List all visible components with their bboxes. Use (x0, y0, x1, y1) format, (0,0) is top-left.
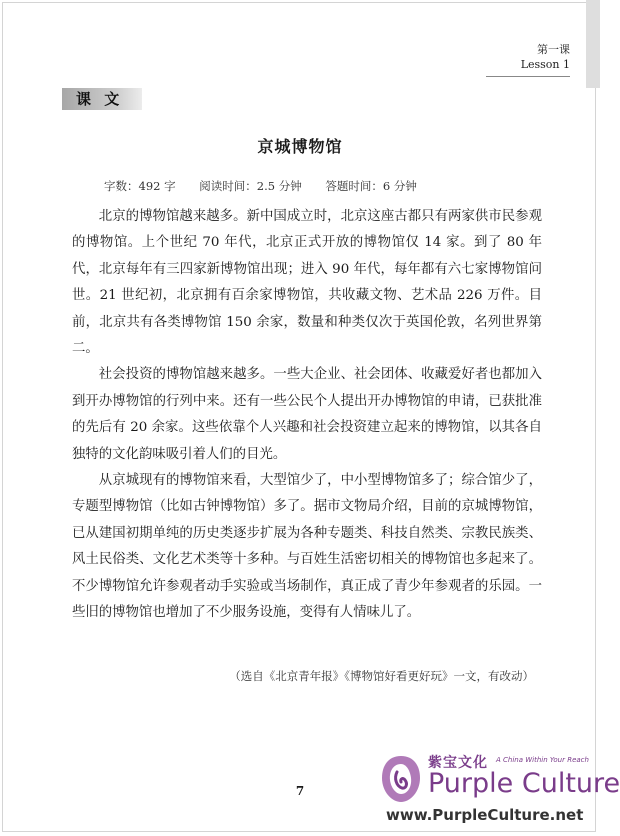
paragraph: 社会投资的博物馆越来越多。一些大企业、社会团体、收藏爱好者也都加入到开办博物馆的行列中来。还有一些公民个人提出开办博物馆的申请，已获批准的先后有 20 余家。这些依靠个人兴趣和社会投资建立起来的博物馆，以其各自独特的文化韵味吸引着人们的目光。 (72, 367, 542, 462)
word-count: 字数：492 字 (104, 179, 176, 193)
page-number: 7 (295, 784, 305, 798)
paragraph: 北京的博物馆越来越多。新中国成立时，北京这座古都只有两家供市民参观的博物馆。上个世纪 70 年代，北京正式开放的博物馆仅 14 家。到了 80 年代，北京每年有三四家新博物馆出现；进入 90 年代，每年都有六七家博物馆问世。21 世纪初，北京拥有百余家博物馆，共收藏文物、艺术品 226 万件。目前，北京共有各类博物馆 150 余家，数量和种类仅次于英国伦敦，名列世界第二。 (72, 209, 542, 357)
watermark-tagline: A China Within Your Reach (496, 756, 589, 764)
answer-time: 答题时间：6 分钟 (325, 179, 417, 193)
paragraph: 从京城现有的博物馆来看，大型馆少了，中小型博物馆多了；综合馆少了，专题型博物馆（比如古钟博物馆）多了。据市文物局介绍，目前的京城博物馆，已从建国初期单纯的历史类逐步扩展为各种专题类、科技自然类、宗教民族类、风土民俗类、文化艺术类等十多种。与百姓生活密切相关的博物馆也多起来了。不少博物馆允许参观者动手实验或当场制作，真正成了青少年参观者的乐园。一些旧的博物馆也增加了不少服务设施，变得有人情味儿了。 (72, 473, 542, 621)
article-source: （选自《北京青年报》《博物馆好看更好玩》一文，有改动） (229, 669, 534, 683)
purple-culture-logo-icon (378, 752, 424, 812)
watermark-logo (378, 752, 620, 828)
lesson-number-cn: 第一课 (537, 43, 570, 56)
lesson-number-en: Lesson 1 (520, 58, 570, 71)
watermark-brand-en: Purple Culture (428, 768, 620, 799)
article-body (72, 204, 542, 627)
watermark-brand-cn: 紫宝文化 (428, 755, 488, 771)
section-label: 课 文 (62, 88, 142, 110)
header-rule (486, 76, 570, 77)
lesson-header (521, 42, 570, 72)
reading-time: 阅读时间：2.5 分钟 (199, 179, 302, 193)
watermark-url: www.PurpleCulture.net (386, 806, 584, 824)
article-meta (104, 178, 437, 194)
article-title: 京城博物馆 (257, 137, 343, 156)
page-edge-tab (586, 0, 600, 88)
